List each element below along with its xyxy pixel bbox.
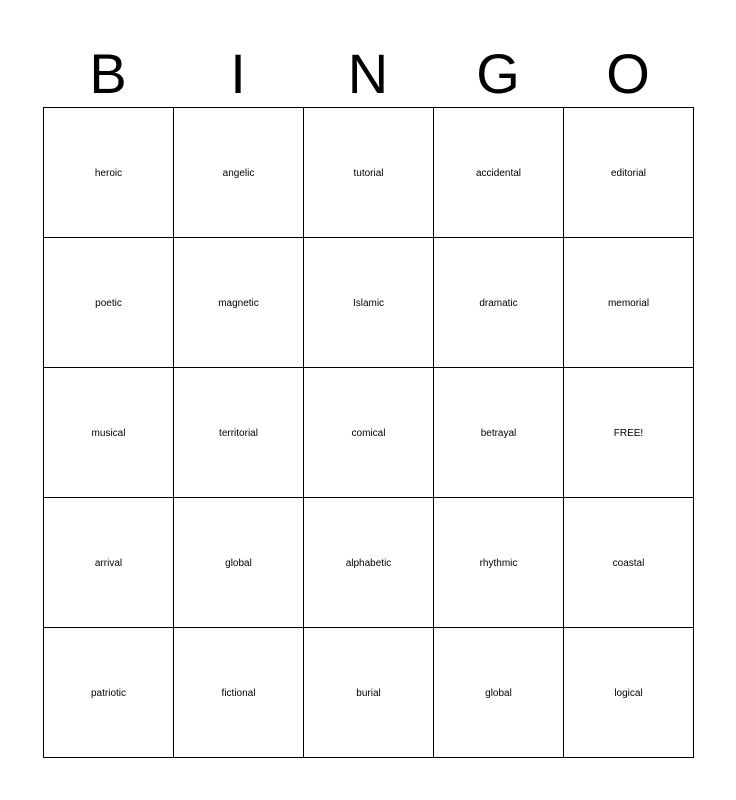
bingo-cell[interactable]: betrayal [434, 368, 564, 498]
bingo-cell[interactable]: editorial [564, 108, 694, 238]
header-letter-b: B [89, 42, 127, 105]
bingo-cell[interactable]: logical [564, 628, 694, 758]
bingo-cell[interactable]: tutorial [304, 108, 434, 238]
header-letter-i: I [230, 42, 246, 105]
bingo-cell[interactable]: heroic [44, 108, 174, 238]
bingo-cell[interactable]: fictional [174, 628, 304, 758]
bingo-cell[interactable]: patriotic [44, 628, 174, 758]
bingo-header [43, 40, 693, 108]
bingo-cell[interactable]: arrival [44, 498, 174, 628]
header-letter-o: O [606, 42, 650, 105]
header-letter-n: N [347, 42, 389, 105]
bingo-cell[interactable]: territorial [174, 368, 304, 498]
bingo-cell[interactable]: musical [44, 368, 174, 498]
bingo-cell[interactable]: accidental [434, 108, 564, 238]
bingo-cell[interactable]: rhythmic [434, 498, 564, 628]
bingo-cell[interactable]: burial [304, 628, 434, 758]
bingo-cell[interactable]: coastal [564, 498, 694, 628]
bingo-cell[interactable]: Islamic [304, 238, 434, 368]
bingo-cell[interactable]: angelic [174, 108, 304, 238]
bingo-cell[interactable]: global [434, 628, 564, 758]
bingo-cell[interactable]: global [174, 498, 304, 628]
header-letter-g: G [476, 42, 520, 105]
bingo-cell[interactable]: dramatic [434, 238, 564, 368]
bingo-cell[interactable]: comical [304, 368, 434, 498]
bingo-cell[interactable]: memorial [564, 238, 694, 368]
bingo-cell[interactable]: poetic [44, 238, 174, 368]
bingo-cell[interactable]: magnetic [174, 238, 304, 368]
free-space-cell[interactable]: FREE! [564, 368, 694, 498]
bingo-board [43, 107, 694, 758]
bingo-cell[interactable]: alphabetic [304, 498, 434, 628]
